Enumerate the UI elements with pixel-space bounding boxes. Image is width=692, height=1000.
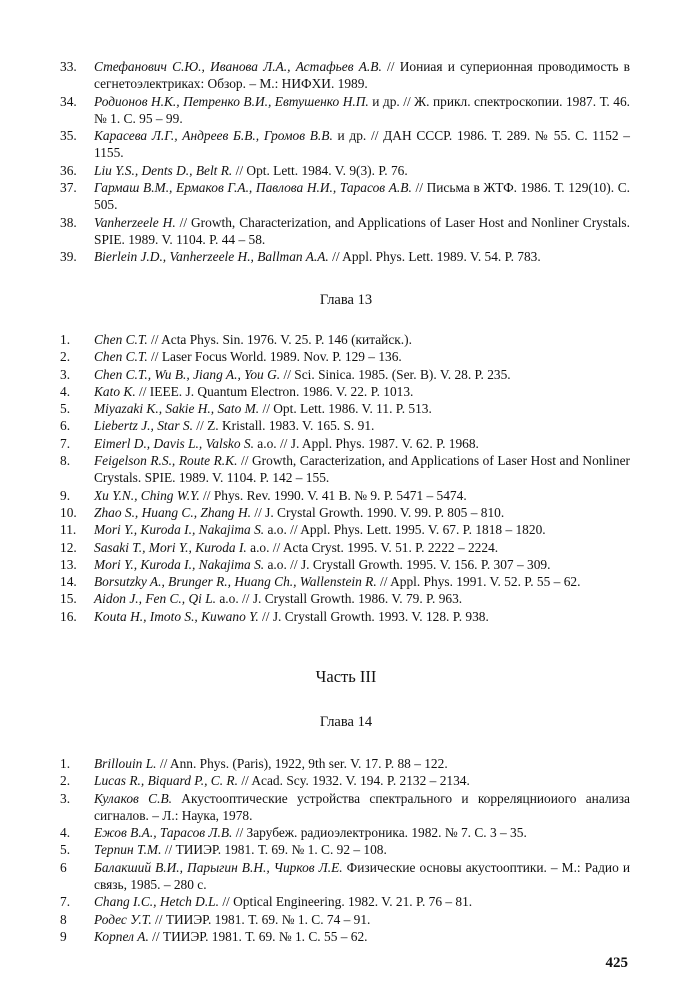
reference-item	[60, 608, 630, 625]
reference-item	[60, 93, 630, 128]
reference-source: // Opt. Lett. 1986. V. 11. P. 513.	[259, 401, 432, 417]
reference-source: a.o. // Acta Cryst. 1995. V. 51. P. 2222 – 2224.	[246, 539, 499, 555]
reference-source: Физические основы акустооптики. – М.: Радио и связь, 1985. – 280 с.	[94, 859, 630, 893]
reference-authors: Liebertz J., Star S.	[94, 418, 193, 434]
reference-authors: Chang I.C., Hetch D.L.	[94, 894, 219, 910]
reference-authors: Карасева Л.Г., Андреев Б.В., Громов В.В.	[94, 128, 333, 144]
reference-item	[60, 911, 630, 928]
reference-authors: Sasaki T., Mori Y., Kuroda I.	[94, 539, 247, 555]
reference-authors: Mori Y., Kuroda I., Nakajima S.	[94, 556, 265, 572]
reference-authors: Кулаков С.В.	[94, 790, 172, 806]
reference-number: 13.	[60, 556, 77, 572]
reference-source: // ТИИЭР. 1981. Т. 69. № 1. С. 74 – 91.	[151, 911, 371, 927]
reference-number: 16.	[60, 608, 77, 624]
reference-item	[60, 556, 630, 573]
page-number: 425	[605, 955, 628, 971]
reference-source: // Appl. Phys. 1991. V. 52. P. 55 – 62.	[376, 574, 581, 590]
reference-number: 2.	[60, 349, 71, 365]
reference-number: 36.	[60, 162, 77, 178]
reference-authors: Терпин Т.М.	[94, 842, 162, 858]
reference-source: // Growth, Characterization, and Applications of Laser Host and Nonliner Crystals. SPIE. 1989. V. 1104. P. 44 – 58.	[94, 214, 630, 247]
reference-source: // J. Crystall Growth. 1993. V. 128. P. 938.	[258, 608, 489, 624]
reference-item	[60, 162, 630, 179]
reference-authors: Liu Y.S., Dents D., Belt R.	[94, 162, 233, 178]
reference-source: // Appl. Phys. Lett. 1989. V. 54. P. 783.	[328, 249, 541, 265]
reference-authors: Mori Y., Kuroda I., Nakajima S.	[94, 522, 265, 538]
reference-authors: Балакший В.И., Парыгин В.Н., Чирков Л.Е.	[94, 859, 343, 875]
reference-number: 5.	[60, 842, 71, 858]
chapter-14-heading: Глава 14	[319, 714, 373, 730]
reference-number: 4.	[60, 825, 71, 841]
reference-number: 7.	[60, 894, 71, 910]
reference-item	[60, 417, 630, 434]
reference-source: // Зарубеж. радиоэлектроника. 1982. № 7. С. 3 – 35.	[232, 825, 527, 841]
reference-item	[60, 366, 630, 383]
reference-number: 9.	[60, 487, 71, 503]
reference-number: 5.	[60, 401, 71, 417]
reference-source: // Иониая и суперионная проводимость в сегнетоэлектриках: Обзор. – М.: НИФХИ. 1989.	[94, 59, 630, 92]
reference-authors: Chen C.T.	[94, 332, 148, 347]
reference-source: // Acta Phys. Sin. 1976. V. 25. P. 146 (китайск.).	[147, 332, 412, 347]
reference-number: 38.	[60, 214, 77, 230]
reference-list-continued	[60, 58, 630, 266]
reference-authors: Chen C.T.	[94, 349, 148, 365]
reference-authors: Xu Y.N., Ching W.Y.	[94, 487, 200, 503]
reference-authors: Родес У.Т.	[94, 911, 152, 927]
reference-authors: Borsutzky A., Brunger R., Huang Ch., Wallenstein R.	[94, 574, 377, 590]
reference-authors: Kouta H., Imoto S., Kuwano Y.	[94, 608, 259, 624]
reference-item	[60, 928, 630, 945]
reference-item	[60, 248, 630, 265]
reference-item	[60, 521, 630, 538]
reference-source: // Sci. Sinica. 1985. (Ser. B). V. 28. P. 235.	[280, 366, 511, 382]
reference-item	[60, 504, 630, 521]
reference-number: 8	[60, 911, 67, 927]
reference-number: 10.	[60, 504, 77, 520]
part-3-heading: Часть III	[315, 667, 377, 686]
reference-item	[60, 179, 630, 214]
reference-source: // Growth, Caracterization, and Applications of Laser Host and Nonliner Crystals. SPIE. 1989. V. 1104. P. 142 – 155.	[94, 453, 630, 486]
reference-source: // ТИИЭР. 1981. Т. 69. № 1. С. 92 – 108.	[161, 842, 387, 858]
reference-item	[60, 331, 630, 348]
reference-number: 7.	[60, 435, 71, 451]
reference-list-chapter-13	[60, 331, 630, 625]
reference-number: 1.	[60, 756, 71, 771]
reference-source: // Ann. Phys. (Paris), 1922, 9th ser. V. 17. P. 88 – 122.	[156, 756, 448, 771]
reference-number: 2.	[60, 773, 71, 789]
reference-authors: Ежов В.А., Тарасов Л.В.	[94, 825, 233, 841]
reference-number: 39.	[60, 249, 77, 265]
reference-authors: Lucas R., Biquard P., C. R.	[94, 773, 238, 789]
reference-source: // Письма в ЖТФ. 1986. Т. 129(10). С. 505.	[94, 180, 630, 213]
reference-number: 6.	[60, 418, 71, 434]
reference-item	[60, 214, 630, 249]
reference-item	[60, 573, 630, 590]
reference-source: и др. // ДАН СССР. 1986. Т. 289. № 55. С. 1152 – 1155.	[94, 128, 630, 161]
reference-source: // Acad. Scy. 1932. V. 194. P. 2132 – 2134.	[237, 773, 470, 789]
reference-authors: Miyazaki K., Sakie H., Sato M.	[94, 401, 260, 417]
reference-number: 6	[60, 859, 67, 875]
reference-item	[60, 893, 630, 910]
reference-number: 8.	[60, 453, 71, 469]
reference-item	[60, 383, 630, 400]
reference-item	[60, 772, 630, 789]
chapter-13-heading: Глава 13	[319, 292, 373, 308]
reference-source: a.o. // J. Appl. Phys. 1987. V. 62. P. 1968.	[253, 435, 479, 451]
reference-source: // Opt. Lett. 1984. V. 9(3). P. 76.	[232, 162, 408, 178]
reference-number: 3.	[60, 790, 71, 806]
reference-authors: Корпел А.	[94, 928, 149, 944]
reference-number: 4.	[60, 383, 71, 399]
reference-authors: Родионов Н.К., Петренко В.И., Евтушенко Н.П.	[94, 93, 369, 109]
reference-source: // ТИИЭР. 1981. Т. 69. № 1. С. 55 – 62.	[148, 928, 368, 944]
reference-number: 15.	[60, 591, 77, 607]
reference-number: 11.	[60, 522, 77, 538]
reference-item	[60, 58, 630, 93]
reference-number: 37.	[60, 180, 77, 196]
reference-number: 3.	[60, 366, 71, 382]
reference-source: и др. // Ж. прикл. спектроскопии. 1987. Т. 46. № 1. С. 95 – 99.	[94, 93, 630, 126]
reference-source: // Optical Engineering. 1982. V. 21. P. 76 – 81.	[218, 894, 473, 910]
reference-item	[60, 452, 630, 487]
reference-authors: Aidon J., Fen C., Qi L.	[94, 591, 216, 607]
reference-source: // J. Crystal Growth. 1990. V. 99. P. 805 – 810.	[251, 504, 505, 520]
reference-item	[60, 435, 630, 452]
reference-authors: Eimerl D., Davis L., Valsko S.	[94, 435, 254, 451]
reference-source: a.o. // J. Crystall Growth. 1995. V. 156. P. 307 – 309.	[264, 556, 551, 572]
reference-list-chapter-14	[60, 755, 630, 945]
reference-source: a.o. // J. Crystall Growth. 1986. V. 79. P. 963.	[216, 591, 463, 607]
reference-number: 34.	[60, 93, 77, 109]
reference-number: 9	[60, 928, 67, 944]
reference-authors: Feigelson R.S., Route R.K.	[94, 453, 238, 469]
reference-item	[60, 841, 630, 858]
reference-authors: Brillouin L.	[94, 756, 157, 771]
reference-authors: Zhao S., Huang C., Zhang H.	[94, 504, 251, 520]
reference-authors: Kato K.	[94, 383, 136, 399]
reference-number: 35.	[60, 128, 77, 144]
reference-authors: Chen C.T., Wu B., Jiang A., You G.	[94, 366, 281, 382]
reference-item	[60, 400, 630, 417]
reference-source: // Laser Focus World. 1989. Nov. P. 129 – 136.	[147, 349, 402, 365]
reference-source: a.o. // Appl. Phys. Lett. 1995. V. 67. P. 1818 – 1820.	[264, 522, 546, 538]
reference-item	[60, 127, 630, 162]
reference-item	[60, 790, 630, 825]
reference-source: // Phys. Rev. 1990. V. 41 B. № 9. P. 5471 – 5474.	[199, 487, 467, 503]
reference-authors: Стефанович С.Ю., Иванова Л.А., Астафьев А.В.	[94, 59, 382, 74]
reference-item	[60, 824, 630, 841]
reference-source: // IEEE. J. Quantum Electron. 1986. V. 22. P. 1013.	[135, 383, 414, 399]
reference-number: 1.	[60, 332, 71, 347]
reference-source: // Z. Kristall. 1983. V. 165. S. 91.	[192, 418, 375, 434]
reference-number: 33.	[60, 59, 77, 74]
reference-source: Акустооптические устройства спектрального и корреляцниоиого анализа сигналов. – Л.: Наука, 1978.	[94, 790, 630, 823]
reference-item	[60, 755, 630, 772]
reference-authors: Bierlein J.D., Vanherzeele H., Ballman A.A.	[94, 249, 329, 265]
reference-item	[60, 348, 630, 365]
reference-number: 14.	[60, 574, 77, 590]
reference-authors: Гармаш В.М., Ермаков Г.А., Павлова Н.И., Тарасов А.В.	[94, 180, 412, 196]
reference-item	[60, 487, 630, 504]
reference-item	[60, 590, 630, 607]
reference-item	[60, 859, 630, 894]
reference-item	[60, 539, 630, 556]
reference-number: 12.	[60, 539, 77, 555]
reference-authors: Vanherzeele H.	[94, 214, 176, 230]
